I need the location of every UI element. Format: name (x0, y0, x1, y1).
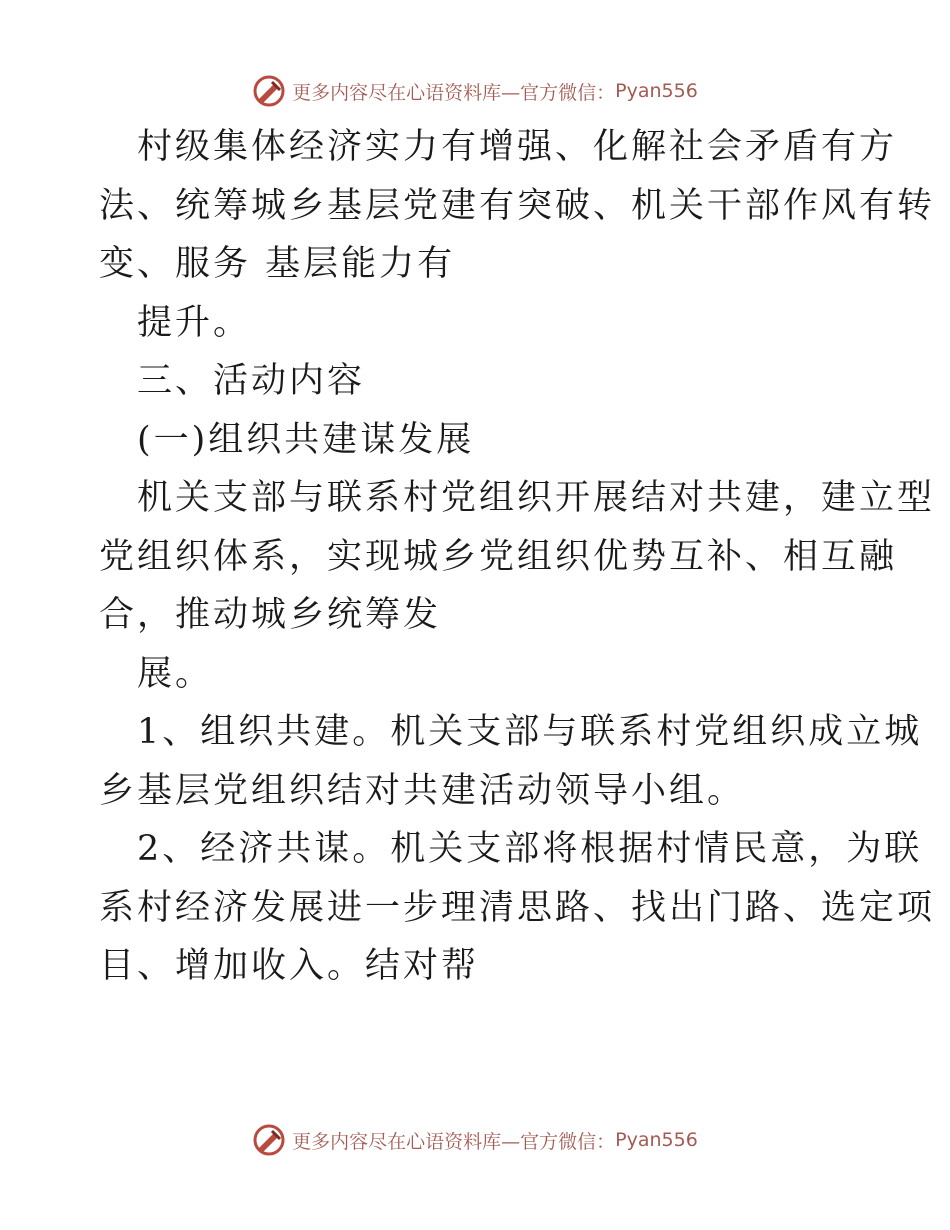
text-line: (一)组织共建谋发展 (137, 419, 475, 460)
paragraph (99, 645, 859, 704)
text-line: 村级集体经济实力有增强、化解社会矛盾有方 (137, 127, 898, 167)
watermark-footer (0, 1120, 950, 1160)
paragraph (99, 294, 859, 353)
watermark-label: 更多内容尽在心语资料库—官方微信： (292, 81, 616, 104)
text-line: 机关支部与联系村党组织开展结对共建，建立型 (137, 478, 936, 518)
subsection-heading (99, 411, 859, 470)
text-line: 合，推动城乡统筹发 (99, 595, 442, 635)
watermark-id: Pyan556 (615, 1129, 698, 1151)
text-line: 2、经济共谋。机关支部将根据村情民意，为联 (137, 829, 923, 869)
text-line: 目、增加收入。结对帮 (99, 946, 480, 986)
section-heading (99, 352, 859, 411)
paragraph (99, 703, 923, 820)
pen-nib-logo-icon (252, 74, 286, 108)
text-line: 系村经济发展进一步理清思路、找出门路、选定项 (99, 887, 936, 928)
paragraph (99, 118, 936, 294)
document-body (99, 118, 936, 996)
text-line: 党组织体系，实现城乡党组织优势互补、相互融 (99, 536, 898, 577)
text-line: 乡基层党组织结对共建活动领导小组。 (99, 770, 746, 811)
pen-nib-logo-icon (252, 1123, 286, 1157)
text-line: 三、活动内容 (137, 361, 366, 401)
paragraph (99, 469, 936, 645)
watermark-id: Pyan556 (615, 80, 698, 102)
watermark-header (0, 71, 950, 111)
text-line: 展。 (137, 653, 214, 694)
text-line: 变、服务 基层能力有 (99, 244, 456, 284)
watermark-label: 更多内容尽在心语资料库—官方微信： (292, 1130, 616, 1153)
text-line: 提升。 (137, 302, 252, 343)
text-line: 1、组织共建。机关支部与联系村党组织成立城 (137, 712, 923, 752)
paragraph (99, 820, 936, 996)
text-line: 法、统筹城乡基层党建有突破、机关干部作风有转 (99, 185, 936, 226)
